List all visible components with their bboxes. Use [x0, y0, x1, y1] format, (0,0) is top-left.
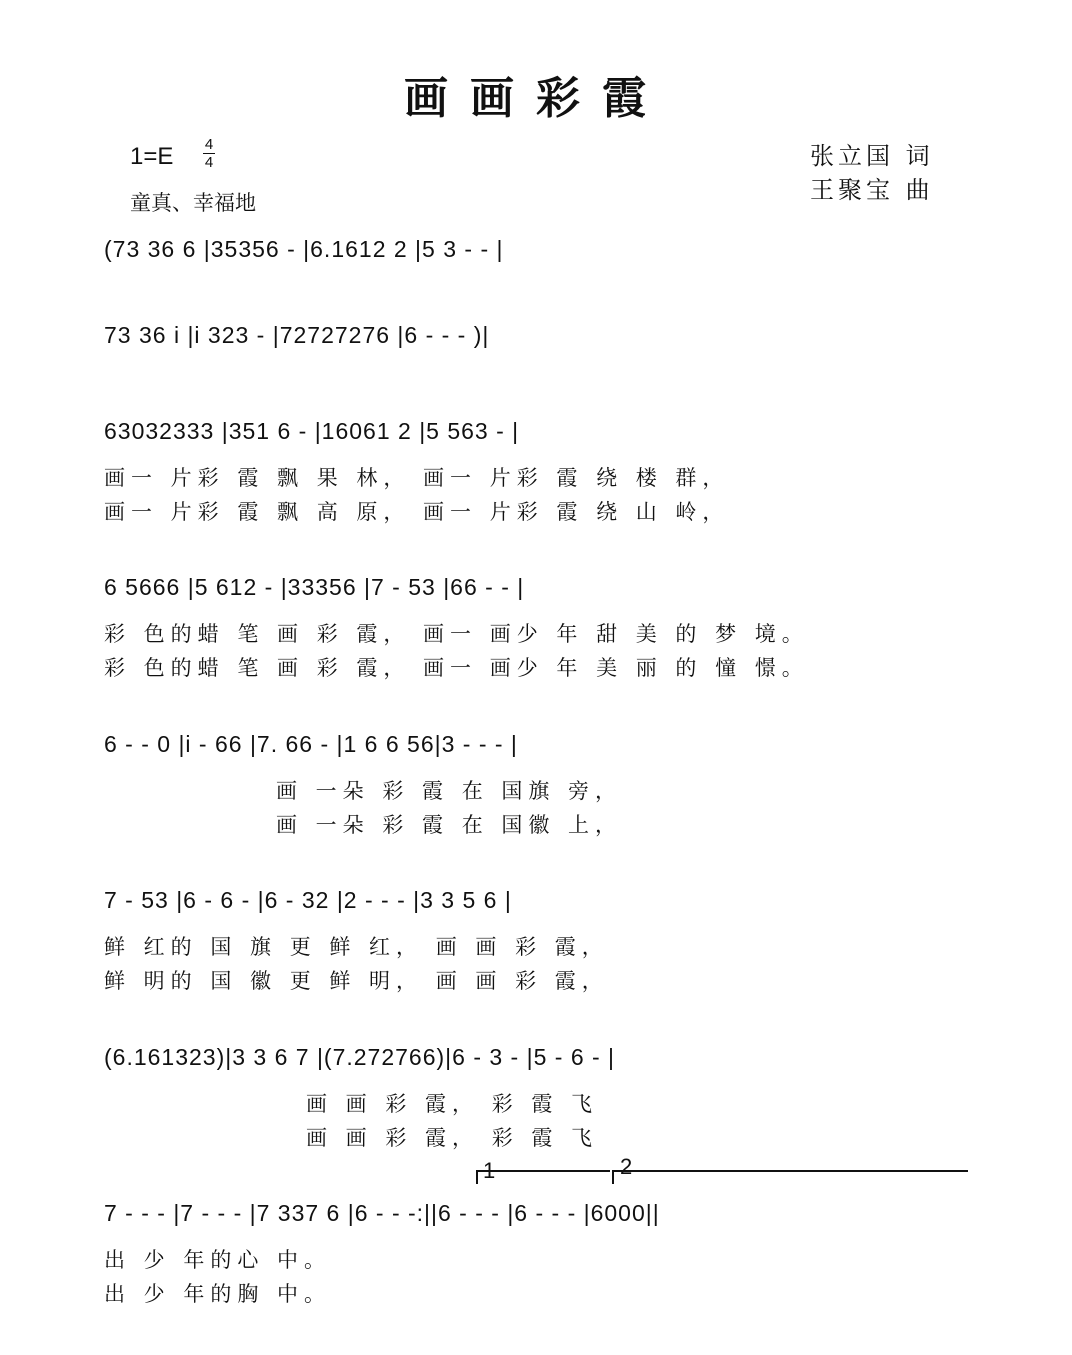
key-signature: 1=E: [130, 143, 174, 170]
first-ending-number: 1: [483, 1158, 496, 1183]
lyric-line-4-verse-1: 彩 色的蜡 笔 画 彩 霞， 画一 画少 年 甜 美 的 梦 境。: [104, 622, 809, 646]
score-line-2: 73 36 i |i 323 - |72727276 |6 - - - )|: [104, 322, 490, 348]
second-ending-bracket-start: [612, 1170, 614, 1184]
lyric-line-8-verse-1: 出 少 年的心 中。: [104, 1248, 332, 1272]
score-line-8: 7 - - - |7 - - - |7 337 6 |6 - - -:||6 - - - |6 - - - |6000||: [104, 1200, 660, 1226]
score-line-4: 6 5666 |5 612 - |33356 |7 - 53 |66 - - |: [104, 574, 525, 600]
time-signature: [202, 136, 216, 171]
score-line-1: (73 36 6 |35356 - |6.1612 2 |5 3 - - |: [104, 236, 504, 262]
lyric-line-3-verse-1: 画一 片彩 霞 飘 果 林， 画一 片彩 霞 绕 楼 群，: [104, 466, 730, 490]
tempo-marking: 童真、幸福地: [130, 191, 256, 215]
lyric-line-3-verse-2: 画一 片彩 霞 飘 高 原， 画一 片彩 霞 绕 山 岭，: [104, 500, 730, 524]
lyricist-credit: 张立国 词: [810, 142, 934, 170]
song-title: 画画彩霞: [404, 73, 668, 124]
time-signature-top: 4: [204, 136, 214, 153]
lyric-line-5-verse-2: 画 一朵 彩 霞 在 国徽 上，: [276, 813, 623, 837]
first-ending-bracket: [476, 1170, 610, 1172]
second-ending-number: 2: [620, 1154, 633, 1179]
lyric-line-7-verse-1: 画 画 彩 霞， 彩 霞 飞: [306, 1092, 599, 1116]
score-line-6: 7 - 53 |6 - 6 - |6 - 32 |2 - - - |3 3 5 6 |: [104, 887, 512, 913]
time-signature-bottom: 4: [204, 154, 214, 171]
lyric-line-5-verse-1: 画 一朵 彩 霞 在 国旗 旁，: [276, 779, 623, 803]
score-line-5: 6 - - 0 |i - 66 |7. 66 - |1 6 6 56|3 - - - |: [104, 731, 518, 757]
first-ending-bracket-start: [476, 1170, 478, 1184]
lyric-line-4-verse-2: 彩 色的蜡 笔 画 彩 霞， 画一 画少 年 美 丽 的 憧 憬。: [104, 656, 809, 680]
lyric-line-7-verse-2: 画 画 彩 霞， 彩 霞 飞: [306, 1126, 599, 1150]
score-line-7: (6.161323)|3 3 6 7 |(7.272766)|6 - 3 - |5 - 6 - |: [104, 1044, 616, 1070]
lyric-line-6-verse-1: 鲜 红的 国 旗 更 鲜 红， 画 画 彩 霞，: [104, 935, 609, 959]
score-line-3: 63032333 |351 6 - |16061 2 |5 563 - |: [104, 418, 520, 444]
second-ending-bracket: [612, 1170, 968, 1172]
lyric-line-8-verse-2: 出 少 年的胸 中。: [104, 1282, 332, 1306]
lyric-line-6-verse-2: 鲜 明的 国 徽 更 鲜 明， 画 画 彩 霞，: [104, 969, 609, 993]
composer-credit: 王聚宝 曲: [810, 176, 934, 204]
